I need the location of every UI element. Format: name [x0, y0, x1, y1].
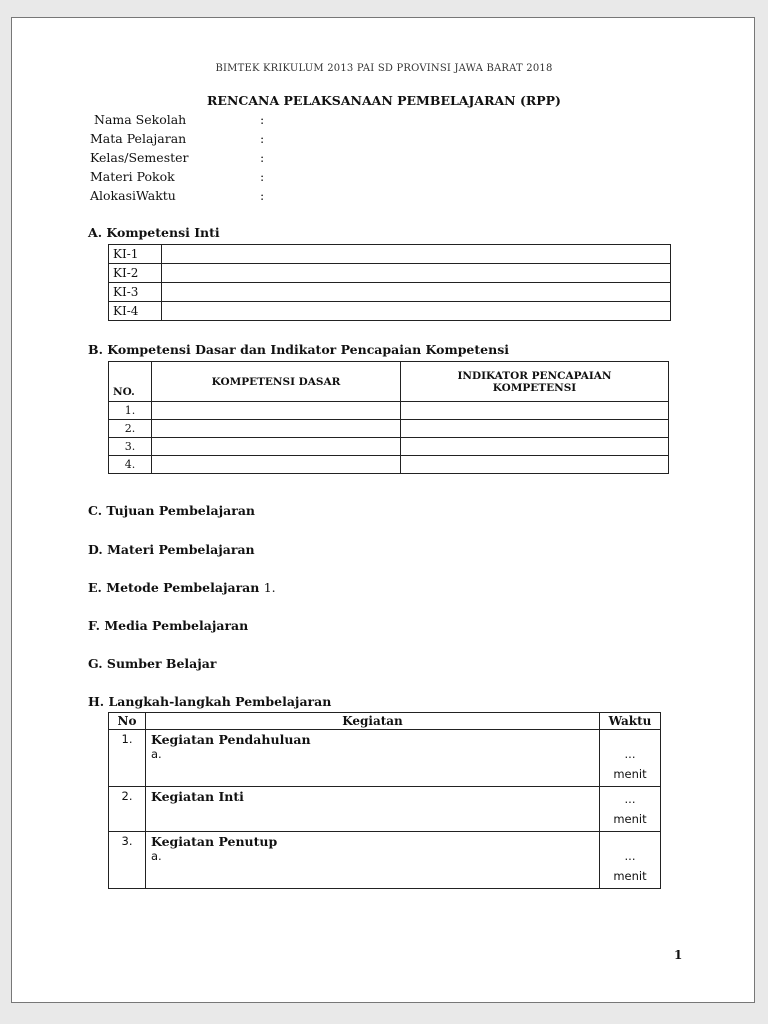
- ki-cell[interactable]: [162, 245, 671, 264]
- table-row: [109, 245, 671, 264]
- kd-cell[interactable]: [152, 456, 401, 474]
- section-h-title: H. Langkah-langkah Pembelajaran: [88, 694, 332, 709]
- activity-sub-item: a.: [151, 747, 162, 761]
- col-header-waktu: Waktu: [600, 713, 661, 730]
- col-header-no: NO.: [109, 362, 152, 402]
- kompetensi-dasar-table: [108, 361, 669, 474]
- time-placeholder: ...: [624, 849, 636, 863]
- section-d-title: D. Materi Pembelajaran: [88, 542, 255, 557]
- row-number: 1.: [109, 402, 152, 420]
- table-row: [109, 302, 671, 321]
- time-cell[interactable]: [600, 832, 661, 889]
- section-b-title: B. Kompetensi Dasar dan Indikator Pencapaian Kompetensi: [88, 342, 509, 357]
- ipk-cell[interactable]: [401, 402, 669, 420]
- activity-title: Kegiatan Inti: [151, 789, 244, 804]
- row-number: 3.: [109, 832, 146, 889]
- ipk-cell[interactable]: [401, 420, 669, 438]
- table-row: [109, 787, 661, 832]
- time-unit: menit: [613, 812, 647, 826]
- table-row: [109, 832, 661, 889]
- document-page: [11, 17, 755, 1003]
- section-g-title: G. Sumber Belajar: [88, 656, 217, 671]
- table-header-row: [109, 362, 669, 402]
- table-row: [109, 456, 669, 474]
- field-label-kelas-semester: Kelas/Semester: [90, 150, 189, 165]
- col-header-kegiatan: Kegiatan: [146, 713, 600, 730]
- table-row: [109, 730, 661, 787]
- table-row: [109, 402, 669, 420]
- field-label-alokasi-waktu: AlokasiWaktu: [90, 188, 176, 203]
- row-number: 4.: [109, 456, 152, 474]
- ki-cell[interactable]: [162, 264, 671, 283]
- section-e-label: E. Metode Pembelajaran: [88, 580, 260, 595]
- row-number: 2.: [109, 420, 152, 438]
- field-colon: :: [260, 131, 265, 146]
- activity-cell[interactable]: [146, 832, 600, 889]
- table-header-row: [109, 713, 661, 730]
- col-header-indikator-line2: KOMPETENSI: [492, 381, 577, 394]
- table-row: [109, 438, 669, 456]
- field-colon: :: [260, 150, 265, 165]
- section-c-title: C. Tujuan Pembelajaran: [88, 503, 256, 518]
- section-e-title: [88, 580, 276, 595]
- col-header-indikator-line1: INDIKATOR PENCAPAIAN: [457, 369, 612, 382]
- field-colon: :: [260, 112, 265, 127]
- time-cell[interactable]: [600, 787, 661, 832]
- ki-cell[interactable]: [162, 283, 671, 302]
- langkah-pembelajaran-table: [108, 712, 661, 889]
- section-f-title: F. Media Pembelajaran: [88, 618, 249, 633]
- field-label-mata-pelajaran: Mata Pelajaran: [90, 131, 187, 146]
- time-cell[interactable]: [600, 730, 661, 787]
- activity-title: Kegiatan Pendahuluan: [151, 732, 311, 747]
- kd-cell[interactable]: [152, 438, 401, 456]
- kd-cell[interactable]: [152, 420, 401, 438]
- document-header: BIMTEK KRIKULUM 2013 PAI SD PROVINSI JAWA BARAT 2018: [215, 63, 553, 74]
- ki-cell[interactable]: [162, 302, 671, 321]
- section-e-suffix: 1.: [263, 580, 276, 595]
- field-label-nama-sekolah: Nama Sekolah: [94, 112, 187, 127]
- kompetensi-inti-table: [108, 244, 671, 321]
- col-header-no: No: [109, 713, 146, 730]
- kd-cell[interactable]: [152, 402, 401, 420]
- field-colon: :: [260, 169, 265, 184]
- table-row: [109, 420, 669, 438]
- row-number: 3.: [109, 438, 152, 456]
- col-header-kompetensi-dasar: KOMPETENSI DASAR: [152, 362, 401, 402]
- time-unit: menit: [613, 869, 647, 883]
- ki-code: KI-3: [109, 283, 162, 302]
- document-title: RENCANA PELAKSANAAN PEMBELAJARAN (RPP): [207, 93, 561, 108]
- table-row: [109, 283, 671, 302]
- activity-cell[interactable]: [146, 730, 600, 787]
- ipk-cell[interactable]: [401, 456, 669, 474]
- section-a-title: A. Kompetensi Inti: [88, 225, 220, 240]
- row-number: 1.: [109, 730, 146, 787]
- activity-title: Kegiatan Penutup: [151, 834, 278, 849]
- ki-code: KI-1: [109, 245, 162, 264]
- time-placeholder: ...: [624, 747, 636, 761]
- ki-code: KI-4: [109, 302, 162, 321]
- table-row: [109, 264, 671, 283]
- field-colon: :: [260, 188, 265, 203]
- activity-sub-item: a.: [151, 849, 162, 863]
- page-number: 1: [674, 948, 683, 962]
- row-number: 2.: [109, 787, 146, 832]
- activity-cell[interactable]: [146, 787, 600, 832]
- ipk-cell[interactable]: [401, 438, 669, 456]
- field-label-materi-pokok: Materi Pokok: [90, 169, 175, 184]
- ki-code: KI-2: [109, 264, 162, 283]
- time-unit: menit: [613, 767, 647, 781]
- col-header-indikator: [401, 362, 669, 402]
- time-placeholder: ...: [624, 792, 636, 806]
